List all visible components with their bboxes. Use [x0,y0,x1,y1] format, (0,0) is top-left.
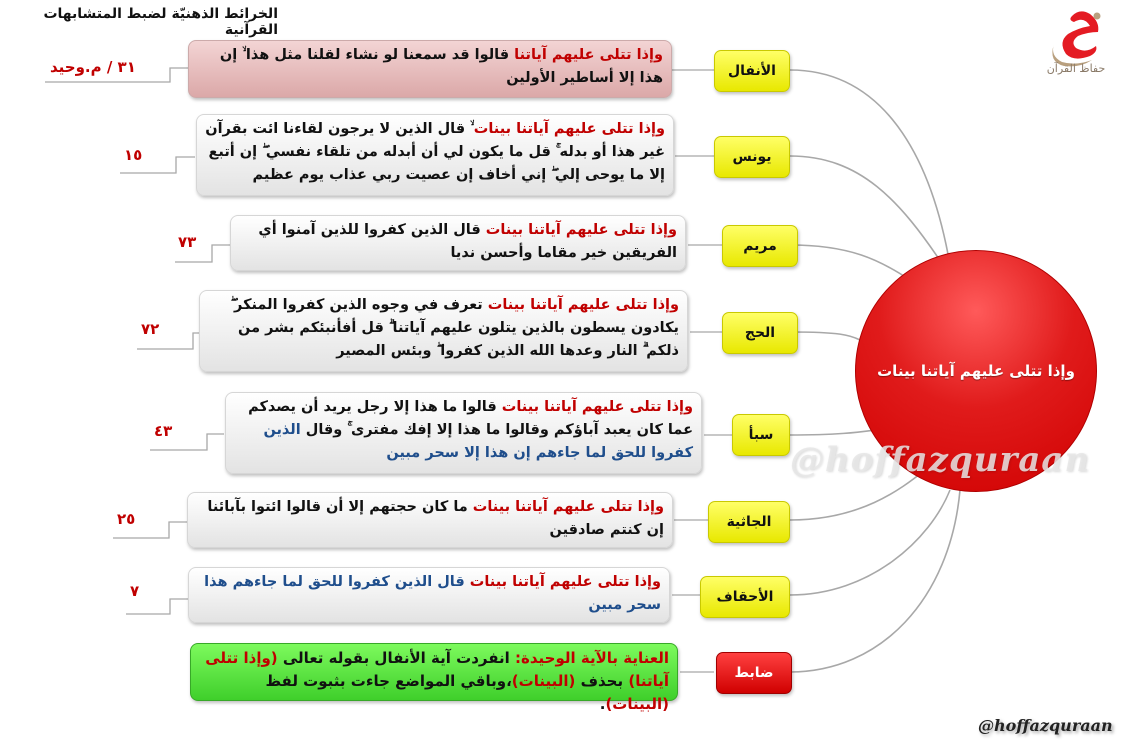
verse-highlight: وإذا تتلى عليهم آياتنا [514,47,663,63]
rule-tag[interactable]: ضابط [716,652,792,694]
link-hajj [790,332,860,340]
verse-text: ما كان حجتهم إلا أن قالوا ائتوا بآبائنا إن كنتم صادقين [207,499,664,538]
verse-ref-saba: ٤٣ [154,422,173,440]
verse-box-anfal [188,40,672,98]
verse-highlight-blue: الذين كفروا للحق لما جاءهم إن هذا إلا سحر مبين [263,422,693,461]
center-node[interactable]: وإذا تتلى عليهم آياتنا بينات [855,250,1097,492]
verse-box-saba [225,392,702,474]
link-maryam [790,245,910,280]
link-anfal [790,70,950,265]
rule-heading: العناية بالآية الوحيدة: [515,649,669,667]
verse-box-hajj [199,290,688,372]
verse-text: قالوا ما هذا إلا رجل يريد أن يصدكم عما كان يعبد آباؤكم وقالوا ما هذا إلا إفك مفترى ۚ وقال [248,399,693,438]
verse-ref-anfal: ٣١ / م.وحيد [50,58,136,76]
rule-quote: (وإذا تتلى آياتنا) [205,649,669,690]
surah-tag-jathiya[interactable]: الجاثية [708,501,790,543]
surah-tag-yunus[interactable]: يونس [714,136,790,178]
link-yunus [790,156,945,268]
verse-ref-hajj: ٧٢ [141,320,160,338]
verse-text: تعرف في وجوه الذين كفروا المنكر ۖ يكادون يسطون بالذين يتلون عليهم آياتنا ۗ قل أفأنبئكم بشر من ذلكم ۗ النار وعدها الله الذين كفروا ۖ وبئس المصير [230,297,679,359]
rule-quote: (البينات) [511,672,576,690]
footer-handle: @hoffazquraan [978,716,1113,735]
verse-highlight: وإذا تتلى عليهم آياتنا بينات [487,297,679,313]
link-saba [790,430,875,435]
verse-box-ahqaf [188,567,670,623]
verse-ref-jathiya: ٢٥ [117,510,136,528]
verse-box-jathiya [187,492,673,548]
watermark: @hoffazquraan [790,440,1091,480]
verse-highlight: وإذا تتلى عليهم آياتنا بينات [485,222,677,238]
verse-highlight: وإذا تتلى عليهم آياتنا بينات [473,121,665,137]
rule-text: بحذف [575,672,629,690]
rule-box [190,643,678,713]
link-ahqaf [790,490,950,595]
page-title: الخرائط الذهنيّة لضبط المتشابهات القرآنية [43,6,278,38]
verse-ref-yunus: ١٥ [124,146,143,164]
verse-box-maryam [230,215,686,271]
verse-ref-maryam: ٧٣ [178,233,197,251]
surah-tag-ahqaf[interactable]: الأحقاف [700,576,790,618]
verse-ref-ahqaf: ٧ [130,582,140,600]
verse-text: قالوا قد سمعنا لو نشاء لقلنا مثل هذا ۙ إن هذا إلا أساطير الأولين [219,47,663,86]
logo-text: حفاظ القرآن [1046,62,1106,75]
verse-highlight: وإذا تتلى عليهم آياتنا بينات [501,399,693,415]
verse-highlight: وإذا تتلى عليهم آياتنا بينات [472,499,664,515]
surah-tag-hajj[interactable]: الحج [722,312,798,354]
surah-tag-maryam[interactable]: مريم [722,225,798,267]
verse-highlight-blue: قال الذين كفروا للحق لما جاءهم هذا سحر مبين [204,574,661,613]
verse-highlight: وإذا تتلى عليهم آياتنا بينات [469,574,661,590]
rule-text: . [599,695,606,713]
verse-text: قال الذين كفروا للذين آمنوا أي الفريقين خير مقاما وأحسن نديا [258,222,677,261]
surah-tag-saba[interactable]: سبأ [732,414,790,456]
surah-tag-anfal[interactable]: الأنفال [714,50,790,92]
rule-text: انفردت آية الأنفال بقوله تعالى [277,649,516,667]
verse-box-yunus [196,114,674,196]
verse-text: ۙ قال الذين لا يرجون لقاءنا ائت بقرآن غير هذا أو بدله ۚ قل ما يكون لي أن أبدله من تلقاء نفسي ۖ إن أتبع إلا ما يوحى إلي ۖ إني أخاف إن عصيت ربي عذاب يوم عظيم [205,121,665,183]
rule-text: ،وباقي المواضع جاءت بثبوت لفظ [265,672,512,690]
rule-quote: (البينات) [605,695,669,713]
